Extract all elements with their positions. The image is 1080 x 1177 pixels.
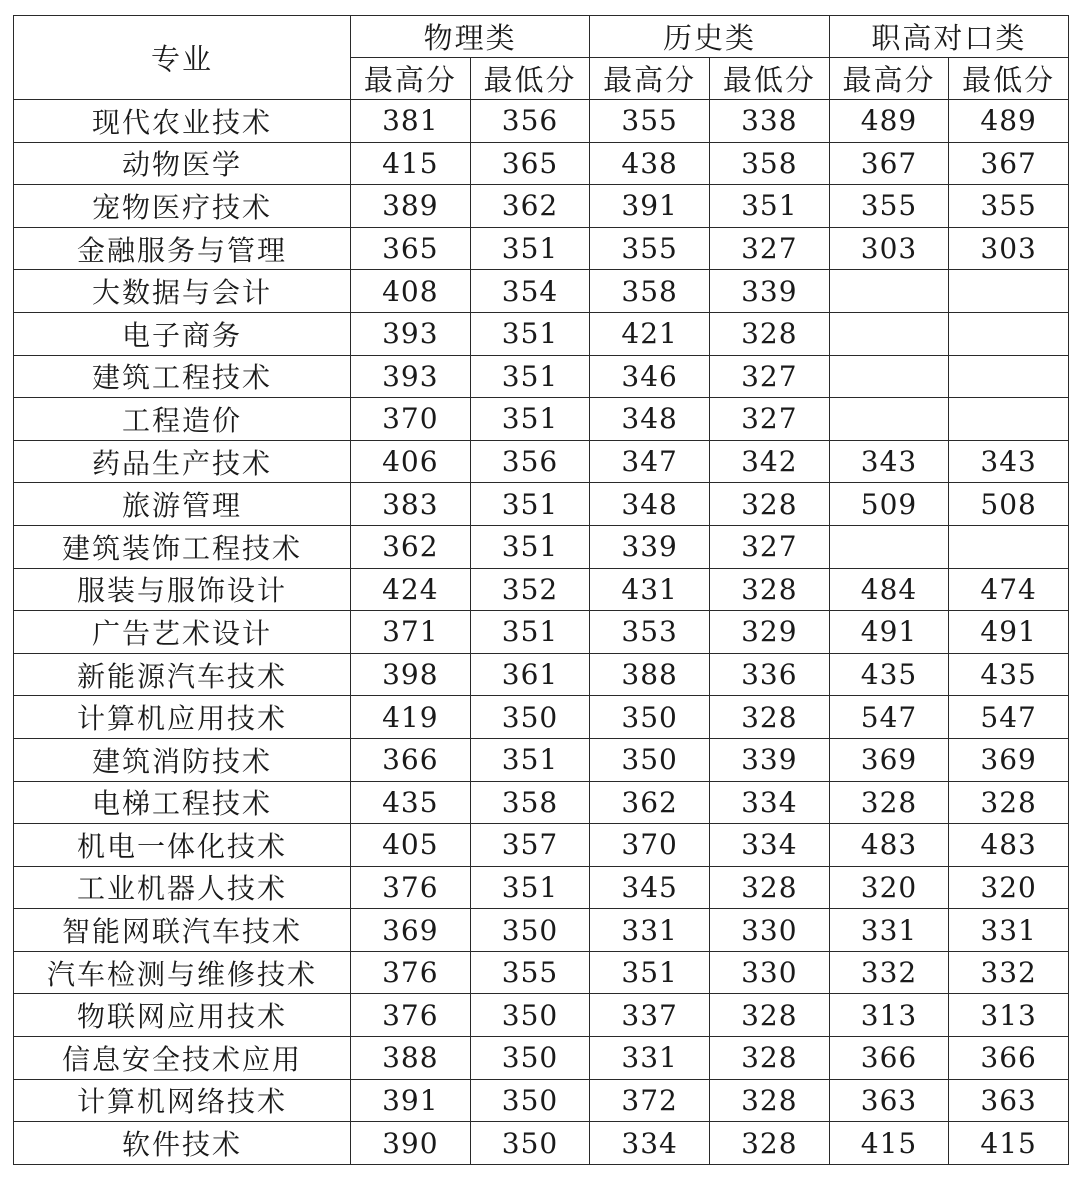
cell-history-max: 388 <box>590 653 710 696</box>
cell-vocational-max: 328 <box>829 781 949 824</box>
cell-major-name: 服装与服饰设计 <box>14 568 351 611</box>
table-row <box>14 355 1069 398</box>
cell-history-min: 358 <box>709 142 829 185</box>
table-row <box>14 1122 1069 1165</box>
cell-history-min: 328 <box>709 312 829 355</box>
cell-vocational-max <box>829 312 949 355</box>
cell-vocational-min: 547 <box>949 696 1069 739</box>
cell-vocational-max: 332 <box>829 951 949 994</box>
cell-history-min: 328 <box>709 1079 829 1122</box>
cell-history-min: 329 <box>709 611 829 654</box>
table-row <box>14 611 1069 654</box>
cell-vocational-min: 483 <box>949 824 1069 867</box>
cell-history-max: 362 <box>590 781 710 824</box>
cell-vocational-min: 313 <box>949 994 1069 1037</box>
cell-physics-min: 350 <box>470 1079 590 1122</box>
cell-history-max: 346 <box>590 355 710 398</box>
cell-history-min: 327 <box>709 398 829 441</box>
cell-vocational-max: 547 <box>829 696 949 739</box>
cell-vocational-max: 355 <box>829 185 949 228</box>
table-row <box>14 866 1069 909</box>
header-vocational-min: 最低分 <box>949 58 1069 100</box>
table-row <box>14 270 1069 313</box>
cell-major-name: 机电一体化技术 <box>14 824 351 867</box>
table-row <box>14 142 1069 185</box>
table-row <box>14 696 1069 739</box>
cell-history-max: 337 <box>590 994 710 1037</box>
cell-vocational-min: 508 <box>949 483 1069 526</box>
cell-history-min: 339 <box>709 738 829 781</box>
cell-history-max: 334 <box>590 1122 710 1165</box>
cell-history-min: 351 <box>709 185 829 228</box>
cell-major-name: 计算机网络技术 <box>14 1079 351 1122</box>
cell-vocational-min <box>949 398 1069 441</box>
cell-history-min: 336 <box>709 653 829 696</box>
cell-history-min: 328 <box>709 1122 829 1165</box>
cell-physics-max: 390 <box>351 1122 471 1165</box>
cell-major-name: 物联网应用技术 <box>14 994 351 1037</box>
cell-vocational-max: 509 <box>829 483 949 526</box>
table-row <box>14 227 1069 270</box>
table-row <box>14 100 1069 143</box>
table-row <box>14 312 1069 355</box>
cell-physics-min: 350 <box>470 1037 590 1080</box>
cell-history-max: 372 <box>590 1079 710 1122</box>
cell-vocational-min: 320 <box>949 866 1069 909</box>
table-row <box>14 440 1069 483</box>
cell-history-min: 327 <box>709 227 829 270</box>
cell-vocational-max: 489 <box>829 100 949 143</box>
cell-vocational-max <box>829 398 949 441</box>
cell-history-max: 355 <box>590 227 710 270</box>
cell-vocational-min: 343 <box>949 440 1069 483</box>
cell-history-max: 351 <box>590 951 710 994</box>
cell-physics-max: 406 <box>351 440 471 483</box>
cell-major-name: 电梯工程技术 <box>14 781 351 824</box>
cell-history-max: 421 <box>590 312 710 355</box>
cell-history-max: 350 <box>590 738 710 781</box>
cell-vocational-max: 303 <box>829 227 949 270</box>
cell-vocational-min: 303 <box>949 227 1069 270</box>
cell-vocational-max: 491 <box>829 611 949 654</box>
cell-physics-max: 376 <box>351 951 471 994</box>
cell-history-min: 328 <box>709 483 829 526</box>
table-row <box>14 185 1069 228</box>
cell-physics-min: 350 <box>470 994 590 1037</box>
cell-vocational-max <box>829 355 949 398</box>
cell-vocational-min: 363 <box>949 1079 1069 1122</box>
cell-vocational-min: 328 <box>949 781 1069 824</box>
cell-physics-max: 365 <box>351 227 471 270</box>
cell-vocational-min: 331 <box>949 909 1069 952</box>
cell-history-max: 348 <box>590 398 710 441</box>
cell-history-min: 328 <box>709 994 829 1037</box>
header-group-physics: 物理类 <box>351 16 590 58</box>
cell-vocational-min: 415 <box>949 1122 1069 1165</box>
cell-history-min: 328 <box>709 696 829 739</box>
cell-history-min: 330 <box>709 909 829 952</box>
cell-vocational-max: 331 <box>829 909 949 952</box>
cell-vocational-min: 369 <box>949 738 1069 781</box>
cell-history-min: 334 <box>709 781 829 824</box>
cell-physics-min: 365 <box>470 142 590 185</box>
admission-score-table <box>13 15 1069 1165</box>
cell-physics-max: 393 <box>351 312 471 355</box>
table-row <box>14 653 1069 696</box>
cell-vocational-max: 369 <box>829 738 949 781</box>
cell-physics-max: 408 <box>351 270 471 313</box>
cell-physics-min: 351 <box>470 312 590 355</box>
cell-history-min: 328 <box>709 568 829 611</box>
cell-history-max: 331 <box>590 909 710 952</box>
cell-vocational-max: 483 <box>829 824 949 867</box>
table-row <box>14 1079 1069 1122</box>
cell-history-max: 339 <box>590 525 710 568</box>
cell-major-name: 宠物医疗技术 <box>14 185 351 228</box>
cell-history-max: 438 <box>590 142 710 185</box>
cell-physics-min: 356 <box>470 100 590 143</box>
cell-vocational-max: 484 <box>829 568 949 611</box>
cell-vocational-min: 355 <box>949 185 1069 228</box>
cell-history-min: 328 <box>709 866 829 909</box>
cell-physics-max: 369 <box>351 909 471 952</box>
cell-physics-max: 371 <box>351 611 471 654</box>
header-major: 专业 <box>14 16 351 100</box>
cell-physics-min: 350 <box>470 696 590 739</box>
cell-physics-max: 393 <box>351 355 471 398</box>
cell-vocational-min: 366 <box>949 1037 1069 1080</box>
header-vocational-max: 最高分 <box>829 58 949 100</box>
cell-major-name: 建筑装饰工程技术 <box>14 525 351 568</box>
cell-physics-min: 361 <box>470 653 590 696</box>
cell-vocational-max: 366 <box>829 1037 949 1080</box>
cell-history-max: 355 <box>590 100 710 143</box>
cell-major-name: 广告艺术设计 <box>14 611 351 654</box>
cell-physics-max: 419 <box>351 696 471 739</box>
cell-major-name: 电子商务 <box>14 312 351 355</box>
cell-physics-min: 351 <box>470 227 590 270</box>
cell-physics-min: 351 <box>470 525 590 568</box>
cell-physics-max: 405 <box>351 824 471 867</box>
cell-physics-min: 351 <box>470 611 590 654</box>
cell-history-min: 342 <box>709 440 829 483</box>
cell-major-name: 动物医学 <box>14 142 351 185</box>
cell-major-name: 大数据与会计 <box>14 270 351 313</box>
cell-history-min: 327 <box>709 355 829 398</box>
cell-history-min: 334 <box>709 824 829 867</box>
cell-physics-max: 381 <box>351 100 471 143</box>
cell-vocational-min: 489 <box>949 100 1069 143</box>
cell-physics-max: 376 <box>351 994 471 1037</box>
cell-vocational-min: 491 <box>949 611 1069 654</box>
header-history-min: 最低分 <box>709 58 829 100</box>
table-body <box>14 100 1069 1165</box>
cell-physics-max: 376 <box>351 866 471 909</box>
cell-physics-max: 366 <box>351 738 471 781</box>
cell-history-max: 391 <box>590 185 710 228</box>
cell-physics-min: 355 <box>470 951 590 994</box>
cell-major-name: 计算机应用技术 <box>14 696 351 739</box>
cell-vocational-min <box>949 270 1069 313</box>
cell-physics-min: 358 <box>470 781 590 824</box>
cell-physics-min: 351 <box>470 355 590 398</box>
table-row <box>14 738 1069 781</box>
cell-physics-max: 415 <box>351 142 471 185</box>
cell-history-max: 345 <box>590 866 710 909</box>
cell-physics-max: 362 <box>351 525 471 568</box>
table-header <box>14 16 1069 100</box>
header-history-max: 最高分 <box>590 58 710 100</box>
cell-major-name: 工业机器人技术 <box>14 866 351 909</box>
cell-physics-min: 354 <box>470 270 590 313</box>
cell-physics-max: 370 <box>351 398 471 441</box>
table-row <box>14 909 1069 952</box>
cell-vocational-max <box>829 270 949 313</box>
cell-major-name: 建筑消防技术 <box>14 738 351 781</box>
table-row <box>14 568 1069 611</box>
cell-history-min: 338 <box>709 100 829 143</box>
cell-vocational-max: 343 <box>829 440 949 483</box>
table-row <box>14 824 1069 867</box>
cell-vocational-min <box>949 525 1069 568</box>
cell-physics-max: 389 <box>351 185 471 228</box>
cell-vocational-max: 435 <box>829 653 949 696</box>
cell-history-max: 370 <box>590 824 710 867</box>
cell-vocational-min: 435 <box>949 653 1069 696</box>
table-row <box>14 398 1069 441</box>
cell-history-max: 347 <box>590 440 710 483</box>
table-row <box>14 951 1069 994</box>
cell-physics-min: 357 <box>470 824 590 867</box>
cell-physics-max: 383 <box>351 483 471 526</box>
cell-vocational-max: 313 <box>829 994 949 1037</box>
cell-history-max: 431 <box>590 568 710 611</box>
cell-vocational-min <box>949 312 1069 355</box>
cell-major-name: 软件技术 <box>14 1122 351 1165</box>
header-row-groups <box>14 16 1069 58</box>
cell-history-min: 339 <box>709 270 829 313</box>
cell-vocational-max <box>829 525 949 568</box>
table-row <box>14 483 1069 526</box>
cell-physics-min: 362 <box>470 185 590 228</box>
cell-major-name: 药品生产技术 <box>14 440 351 483</box>
cell-major-name: 现代农业技术 <box>14 100 351 143</box>
header-physics-max: 最高分 <box>351 58 471 100</box>
cell-physics-min: 350 <box>470 909 590 952</box>
cell-major-name: 汽车检测与维修技术 <box>14 951 351 994</box>
cell-physics-min: 351 <box>470 483 590 526</box>
cell-vocational-min: 367 <box>949 142 1069 185</box>
cell-history-min: 328 <box>709 1037 829 1080</box>
cell-history-min: 327 <box>709 525 829 568</box>
cell-history-max: 358 <box>590 270 710 313</box>
table-row <box>14 1037 1069 1080</box>
cell-major-name: 信息安全技术应用 <box>14 1037 351 1080</box>
cell-history-min: 330 <box>709 951 829 994</box>
cell-history-max: 331 <box>590 1037 710 1080</box>
table-row <box>14 994 1069 1037</box>
cell-physics-min: 350 <box>470 1122 590 1165</box>
cell-major-name: 智能网联汽车技术 <box>14 909 351 952</box>
cell-physics-max: 388 <box>351 1037 471 1080</box>
cell-major-name: 新能源汽车技术 <box>14 653 351 696</box>
cell-physics-max: 424 <box>351 568 471 611</box>
cell-major-name: 工程造价 <box>14 398 351 441</box>
cell-vocational-max: 363 <box>829 1079 949 1122</box>
cell-major-name: 金融服务与管理 <box>14 227 351 270</box>
cell-major-name: 旅游管理 <box>14 483 351 526</box>
header-group-history: 历史类 <box>590 16 829 58</box>
cell-physics-max: 398 <box>351 653 471 696</box>
cell-physics-max: 391 <box>351 1079 471 1122</box>
header-physics-min: 最低分 <box>470 58 590 100</box>
cell-vocational-min: 332 <box>949 951 1069 994</box>
cell-physics-min: 351 <box>470 738 590 781</box>
cell-physics-max: 435 <box>351 781 471 824</box>
cell-physics-min: 351 <box>470 398 590 441</box>
cell-vocational-max: 415 <box>829 1122 949 1165</box>
cell-major-name: 建筑工程技术 <box>14 355 351 398</box>
header-group-vocational: 职高对口类 <box>829 16 1068 58</box>
cell-history-max: 350 <box>590 696 710 739</box>
cell-vocational-max: 320 <box>829 866 949 909</box>
cell-physics-min: 351 <box>470 866 590 909</box>
cell-vocational-min: 474 <box>949 568 1069 611</box>
cell-history-max: 348 <box>590 483 710 526</box>
cell-physics-min: 356 <box>470 440 590 483</box>
table-row <box>14 525 1069 568</box>
cell-vocational-min <box>949 355 1069 398</box>
cell-history-max: 353 <box>590 611 710 654</box>
cell-vocational-max: 367 <box>829 142 949 185</box>
table-row <box>14 781 1069 824</box>
cell-physics-min: 352 <box>470 568 590 611</box>
